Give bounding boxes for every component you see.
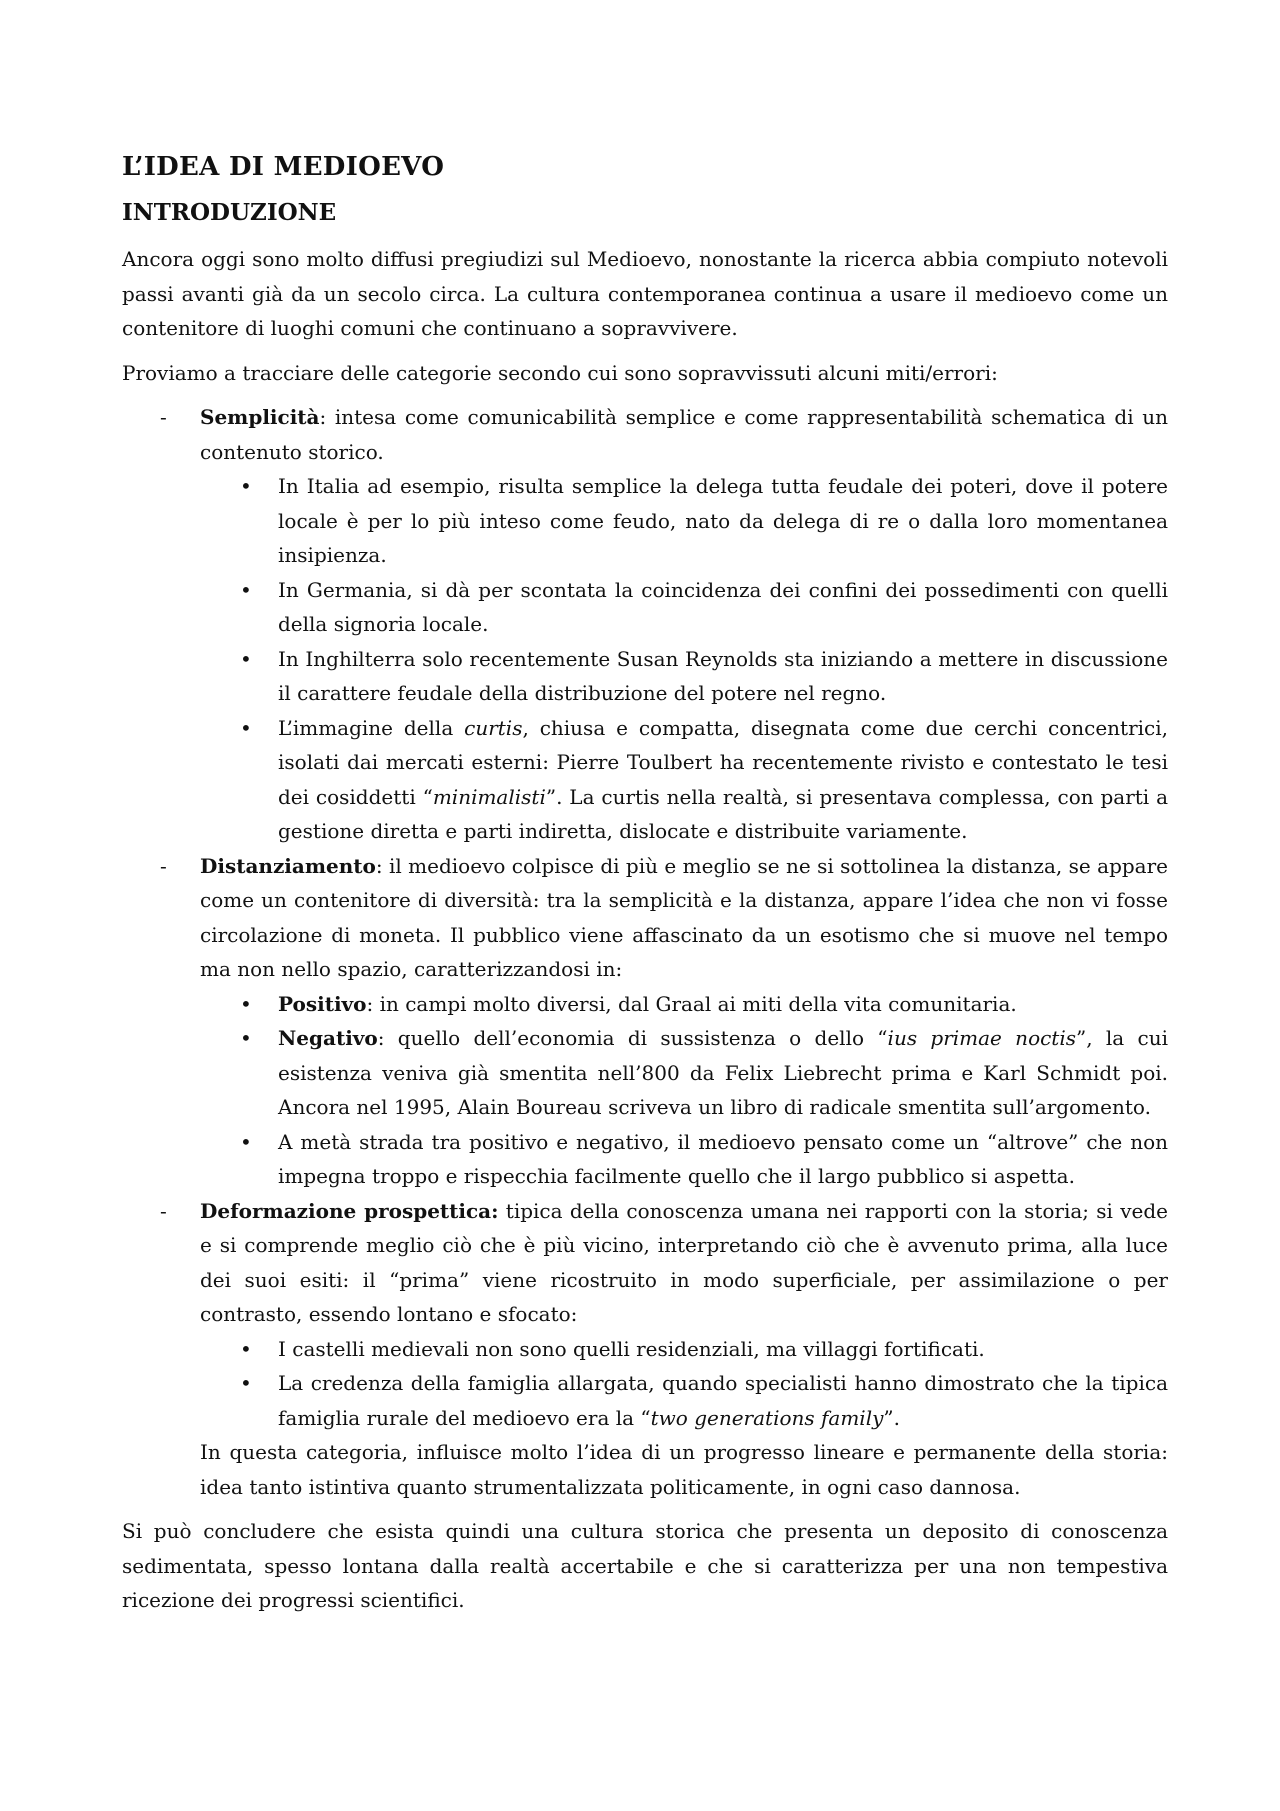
category-deformazione <box>122 1194 1168 1505</box>
category-description: : il medioevo colpisce di più e meglio se ne si sottolinea la distanza, se appare come un contenitore di diversità: tra la semplicità e la distanza, appare l’idea che non vi fosse circolazione di moneta. Il pubblico viene affascinato da un esotismo che si muove nel tempo ma non nello spazio, caratterizzandosi in: <box>200 853 1168 981</box>
dash-marker: - <box>160 1198 167 1223</box>
bullet-icon: • <box>240 577 252 602</box>
bullet-icon: • <box>240 1336 252 1361</box>
category-note: In questa categoria, influisce molto l’idea di un progresso lineare e permanente della storia: idea tanto istintiva quanto strumentalizzata politicamente, in ogni caso dannosa. <box>200 1440 1168 1499</box>
lead-paragraph: Proviamo a tracciare delle categorie secondo cui sono sopravvissuti alcuni miti/errori: <box>122 360 998 385</box>
sub-list <box>200 987 1168 1194</box>
category-distanziamento <box>122 849 1168 1194</box>
list-item-text: ”, la cui esistenza veniva già smentita nell’800 da Felix Liebrecht prima e Karl Schmidt poi. Ancora nel 1995, Alain Boureau scriveva un libro di radicale smentita sull’argomento. <box>278 1026 1169 1119</box>
bullet-icon: • <box>240 715 252 740</box>
list-item-text: , chiusa e compatta, disegnata come due cerchi concentrici, isolati dai mercati esterni: Pierre Toulbert ha recentemente rivisto e contestato le tesi dei cosiddetti “ <box>278 715 1168 809</box>
list-item-text: L’immagine della <box>278 715 465 740</box>
list-item-text: ”. La curtis nella realtà, si presentava complessa, con parti a gestione diretta e parti indiretta, dislocate e distribuite variamente. <box>278 784 1169 843</box>
list-item-text: La credenza della famiglia allargata, quando specialisti hanno dimostrato che la tipica famiglia rurale del medioevo era la “ <box>278 1371 1168 1430</box>
list-item-text: A metà strada tra positivo e negativo, il medioevo pensato come un “altrove” che non impegna troppo e rispecchia facilmente quello che il largo pubblico si aspetta. <box>278 1129 1168 1188</box>
document-page <box>122 150 1168 1628</box>
category-term: Distanziamento <box>200 853 376 878</box>
list-item <box>200 1021 1168 1125</box>
list-item-term: Positivo <box>278 991 367 1016</box>
italic-term: curtis <box>464 715 523 740</box>
list-item <box>200 1125 1168 1194</box>
list-item <box>200 1332 1168 1367</box>
sub-list <box>200 469 1168 849</box>
italic-term: ius primae noctis <box>887 1026 1077 1050</box>
dash-marker: - <box>160 853 167 878</box>
section-heading: INTRODUZIONE <box>122 199 337 226</box>
category-text <box>200 400 1168 469</box>
category-text <box>200 849 1168 987</box>
list-item-text: ”. <box>883 1405 900 1430</box>
list-item <box>200 987 1168 1022</box>
italic-term: two generations family <box>650 1405 884 1430</box>
list-item-text: I castelli medievali non sono quelli residenziali, ma villaggi fortificati. <box>278 1336 985 1361</box>
list-item <box>200 1366 1168 1435</box>
bullet-icon: • <box>240 991 252 1016</box>
conclusion-paragraph: Si può concludere che esista quindi una cultura storica che presenta un deposito di conoscenza sedimentata, spesso lontana dalla realtà accertabile e che si caratterizza per una non tempestiva ricezione dei progressi scientifici. <box>122 1519 1168 1612</box>
bullet-icon: • <box>240 1026 252 1050</box>
bullet-icon: • <box>240 474 252 498</box>
category-text <box>200 1194 1168 1332</box>
category-semplicita <box>122 400 1168 849</box>
list-item-text: : in campi molto diversi, dal Graal ai miti della vita comunitaria. <box>366 991 1017 1016</box>
intro-paragraph: Ancora oggi sono molto diffusi pregiudizi sul Medioevo, nonostante la ricerca abbia compiuto notevoli passi avanti già da un secolo circa. La cultura contemporanea continua a usare il medioevo come un contenitore di luoghi comuni che continuano a sopravvivere. <box>122 247 1168 340</box>
sub-list <box>200 1332 1168 1436</box>
bullet-icon: • <box>240 1129 252 1154</box>
list-item-text: In Germania, si dà per scontata la coincidenza dei confini dei possedimenti con quelli della signoria locale. <box>278 577 1168 636</box>
list-item <box>200 469 1168 573</box>
category-term: Semplicità <box>200 405 320 429</box>
bullet-icon: • <box>240 646 252 671</box>
list-item-text: : quello dell’economia di sussistenza o dello “ <box>377 1026 888 1050</box>
category-term: Deformazione prospettica: <box>200 1198 499 1223</box>
list-item-text: In Inghilterra solo recentemente Susan Reynolds sta iniziando a mettere in discussione il carattere feudale della distribuzione del potere nel regno. <box>278 646 1168 705</box>
bullet-icon: • <box>240 1371 252 1395</box>
category-list <box>122 400 1168 1504</box>
list-item <box>200 573 1168 642</box>
category-description: : intesa come comunicabilità semplice e come rappresentabilità schematica di un contenuto storico. <box>200 405 1168 464</box>
list-item-term: Negativo <box>278 1026 378 1050</box>
italic-term: minimalisti <box>432 784 546 809</box>
document-title: L’IDEA DI MEDIOEVO <box>122 152 445 182</box>
list-item <box>200 711 1168 849</box>
category-description: tipica della conoscenza umana nei rapporti con la storia; si vede e si comprende meglio ciò che è più vicino, interpretando ciò che è avvenuto prima, alla luce dei suoi esiti: il “prima” viene ricostruito in modo superficiale, per assimilazione o per contrasto, essendo lontano e sfocato: <box>200 1198 1168 1326</box>
dash-marker: - <box>160 405 167 429</box>
list-item <box>200 642 1168 711</box>
list-item-text: In Italia ad esempio, risulta semplice la delega tutta feudale dei poteri, dove il potere locale è per lo più inteso come feudo, nato da delega di re o dalla loro momentanea insipienza. <box>278 474 1168 567</box>
